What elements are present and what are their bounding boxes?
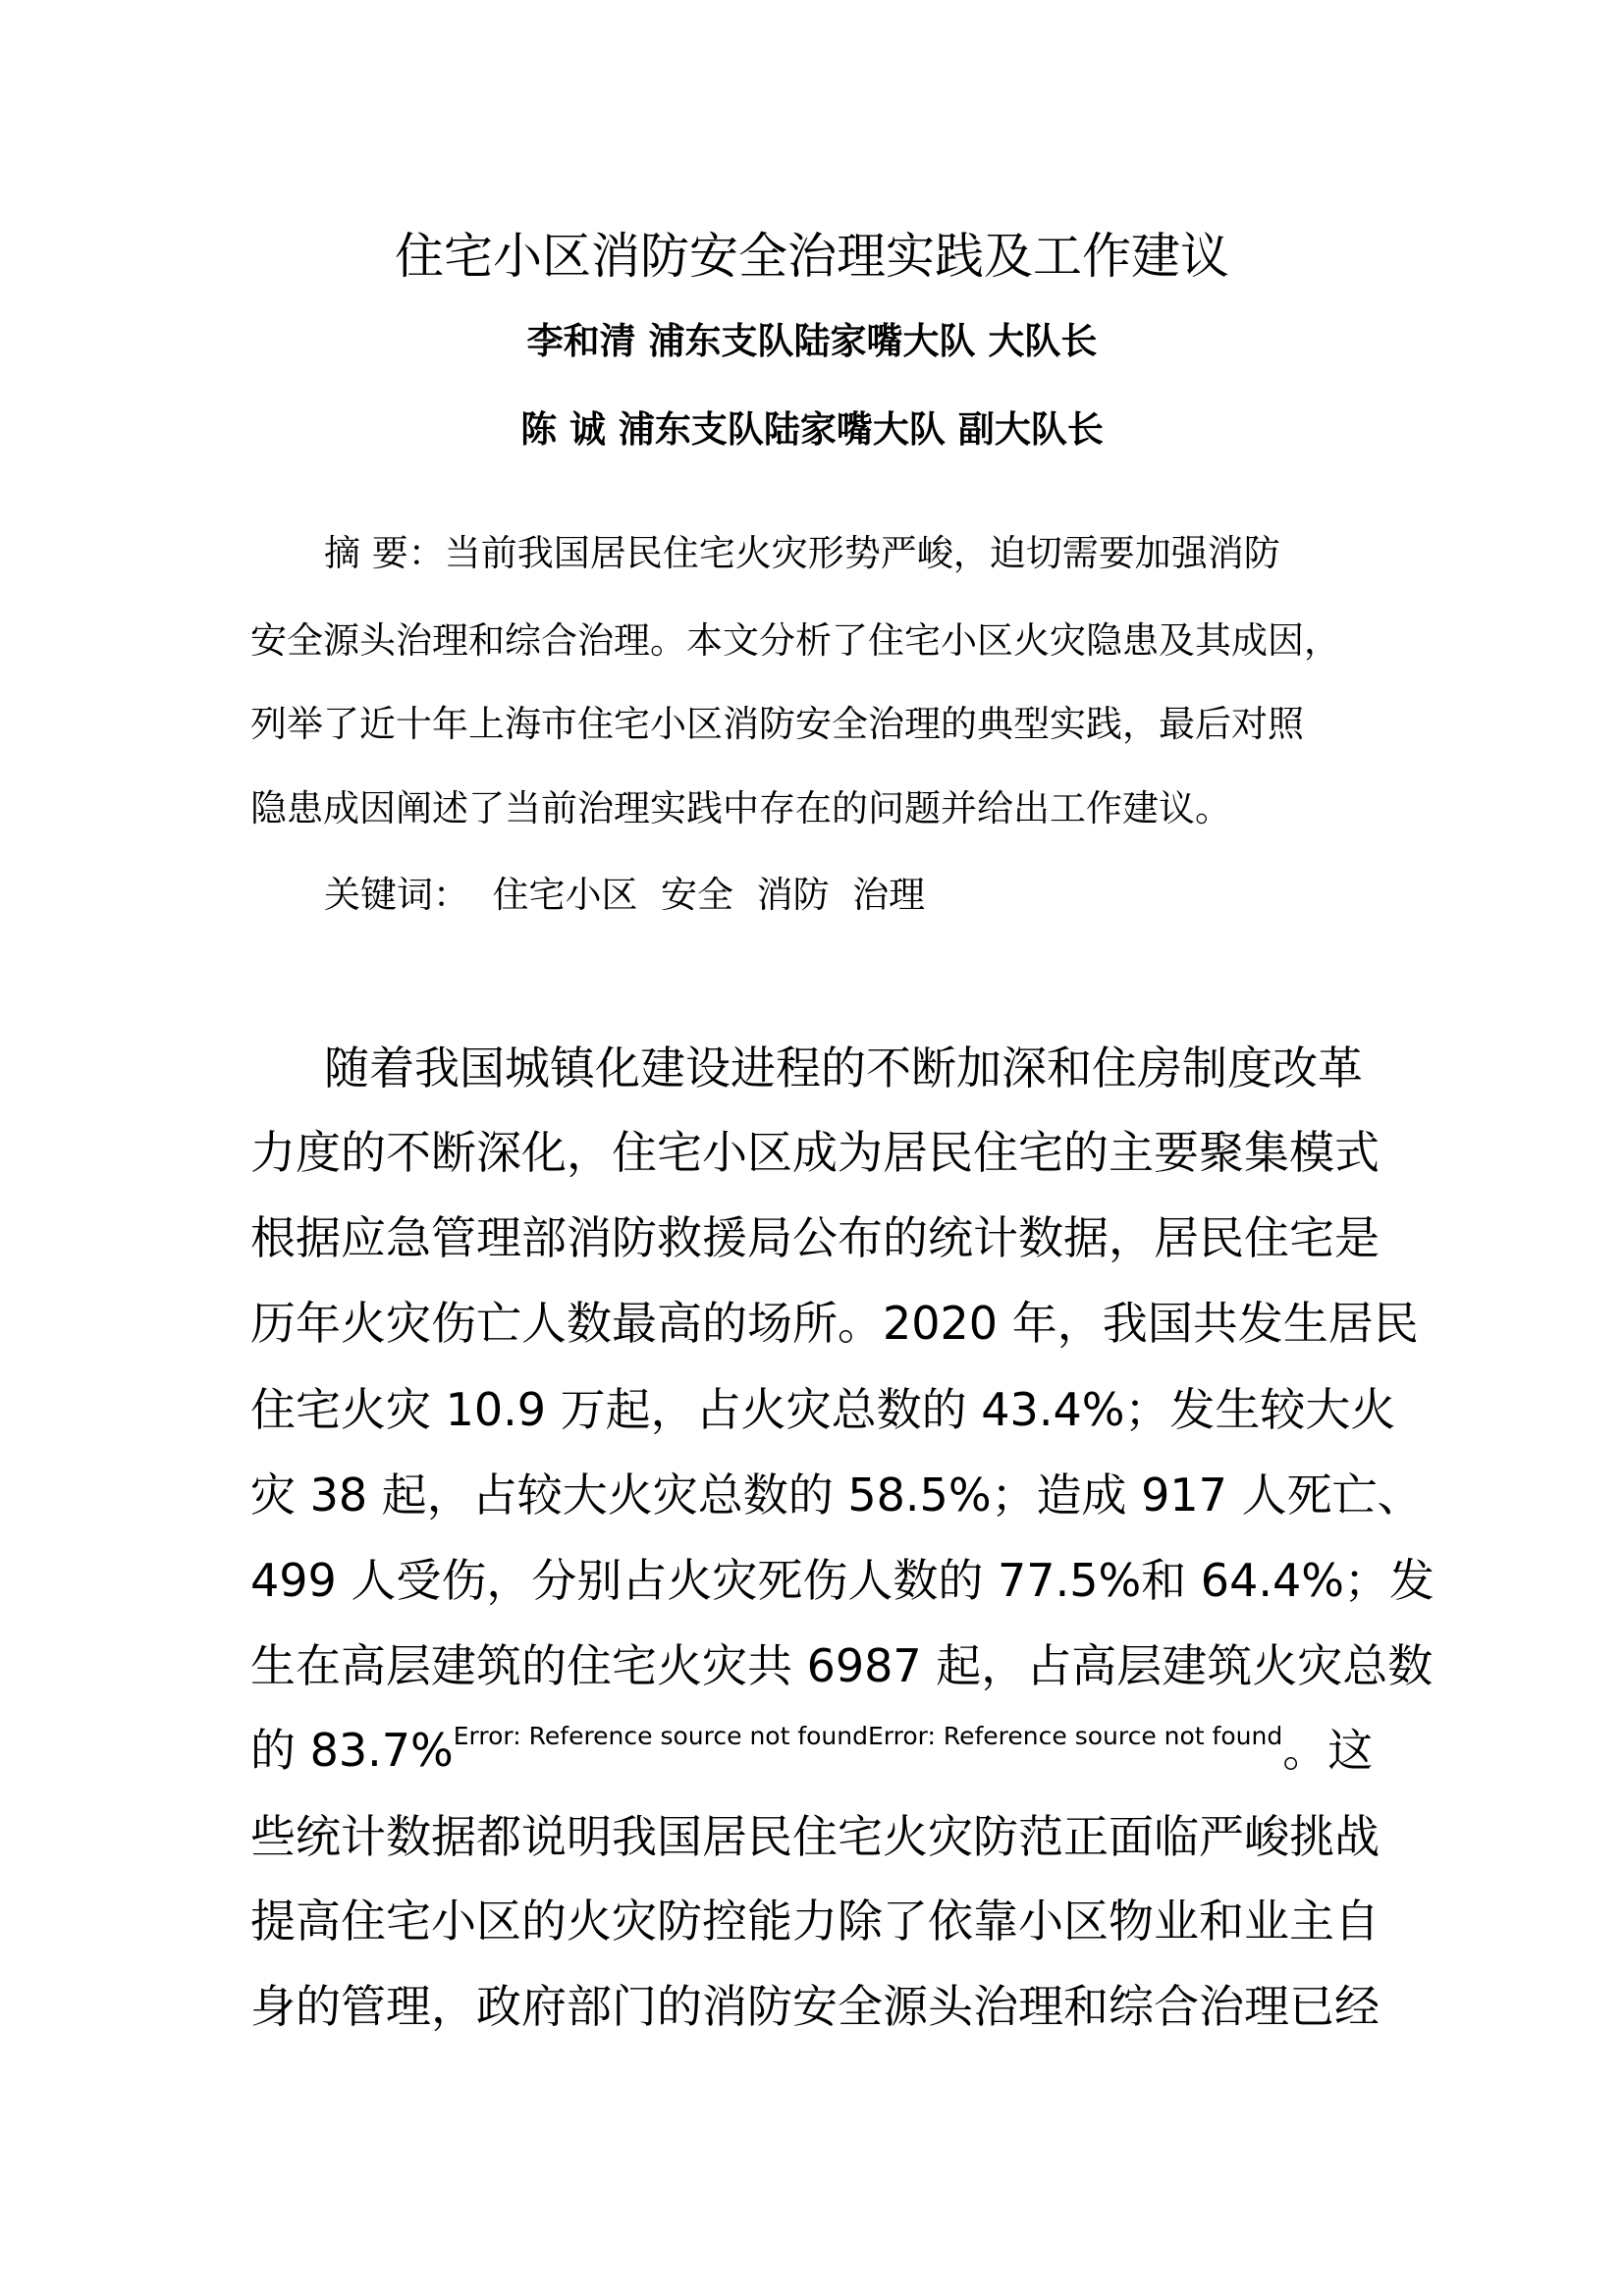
author-line: 李和清 浦东支队陆家嘴大队 大队长: [526, 320, 1098, 362]
body-line: 历年火灾伤亡人数最高的场所。2020 年，我国共发生居民: [250, 1297, 1419, 1350]
body-line: 些统计数据都说明我国居民住宅火灾防范正面临严峻挑战: [250, 1810, 1380, 1863]
body-line-with-reference: [250, 1722, 1374, 1777]
body-line: 住宅火灾 10.9 万起，占火灾总数的 43.4%；发生较大火: [250, 1383, 1396, 1436]
abstract-line: 列举了近十年上海市住宅小区消防安全治理的典型实践，最后对照: [250, 703, 1304, 745]
body-line: 499 人受伤，分别占火灾死伤人数的 77.5%和 64.4%；发: [250, 1554, 1435, 1607]
body-text: 。这: [1282, 1724, 1374, 1777]
body-text: 的 83.7%: [250, 1724, 454, 1777]
abstract-line: 隐患成因阐述了当前治理实践中存在的问题并给出工作建议。: [250, 787, 1231, 829]
author-line: 陈 诚 浦东支队陆家嘴大队 副大队长: [520, 408, 1104, 451]
body-line: 根据应急管理部消防救援局公布的统计数据，居民住宅是: [250, 1211, 1380, 1264]
abstract-line: 安全源头治理和综合治理。本文分析了住宅小区火灾隐患及其成因，: [250, 619, 1340, 662]
page-title: 住宅小区消防安全治理实践及工作建议: [395, 228, 1229, 285]
body-line: 提高住宅小区的火灾防控能力除了依靠小区物业和业主自: [250, 1895, 1380, 1948]
reference-error-superscript: Error: Reference source not foundError: Reference source not found: [453, 1722, 1283, 1750]
keywords: 关键词： 住宅小区 安全 消防 治理: [324, 874, 926, 916]
body-line: 随着我国城镇化建设进程的不断加深和住房制度改革: [324, 1041, 1363, 1095]
abstract-line: 摘 要：当前我国居民住宅火灾形势严峻，迫切需要加强消防: [324, 532, 1280, 574]
body-line: 生在高层建筑的住宅火灾共 6987 起，占高层建筑火灾总数: [250, 1639, 1434, 1692]
body-line: 身的管理，政府部门的消防安全源头治理和综合治理已经: [250, 1980, 1380, 2033]
body-line: 灾 38 起，占较大火灾总数的 58.5%；造成 917 人死亡、: [250, 1468, 1423, 1522]
body-line: 力度的不断深化，住宅小区成为居民住宅的主要聚集模式: [250, 1126, 1380, 1179]
